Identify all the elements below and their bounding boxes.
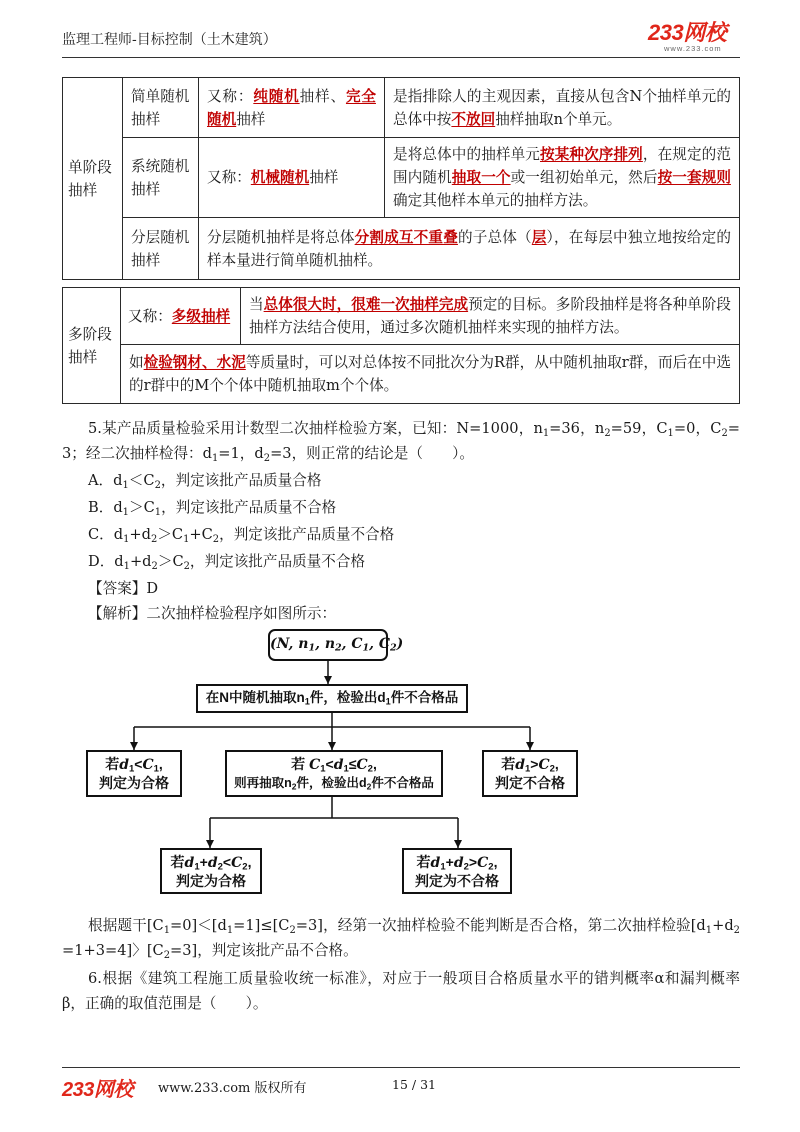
alias-cell: 又称：纯随机抽样、完全随机抽样	[199, 78, 385, 138]
flow-pass-first-box	[86, 750, 182, 797]
highlight-term: 多级抽样	[171, 307, 231, 325]
math-variable: C	[477, 855, 489, 871]
highlight-term: 检验钢材、水泥	[143, 354, 246, 371]
table-row	[63, 78, 740, 138]
flow-condition: 若$d_1+d_2<C_2$,	[170, 854, 252, 873]
flow-result: 判定为合格	[99, 775, 169, 791]
highlight-term: 分割成互不重叠	[354, 228, 458, 246]
subscript: 2	[367, 763, 373, 775]
subscript: 2	[163, 949, 170, 961]
subscript: 2	[335, 642, 342, 654]
subscript: 2	[212, 533, 220, 545]
subscript: 2	[366, 781, 372, 792]
subscript: 2	[721, 427, 728, 439]
subscript: 2	[604, 427, 611, 439]
subscript: 1	[183, 533, 190, 545]
flow-fail-first-box	[482, 750, 578, 797]
option-c: C．$d_1+d_2>C_1+C_2$，判定该批产品质量不合格	[88, 526, 395, 545]
highlight-term: 按某种次序排列	[539, 146, 643, 163]
option-b: B．$d_1>C_1$，判定该批产品质量不合格	[88, 499, 337, 518]
subscript: 1	[154, 506, 162, 518]
header-divider	[62, 57, 740, 58]
math-variable: d	[184, 855, 195, 871]
subscript: 2	[183, 560, 190, 572]
subscript: 2	[463, 861, 469, 873]
subscript: 1	[163, 924, 170, 936]
subscript: 2	[549, 763, 555, 775]
highlight-term: 机械随机	[250, 169, 310, 186]
highlight-term: 完全随机	[207, 87, 376, 128]
flow-action: 则再抽取$n_2$件，检验出$d_2$件不合格品	[234, 776, 434, 792]
document-title: 监理工程师-目标控制（土木建筑）	[62, 32, 277, 48]
page-number: 15 / 31	[392, 1077, 436, 1092]
answer-label: 【答案】D	[88, 580, 159, 597]
flow-result: 判定为合格	[176, 873, 246, 889]
subscript: 1	[362, 642, 370, 654]
footer-divider	[62, 1067, 740, 1068]
method-name-cell: 系统随机抽样	[123, 138, 199, 218]
method-name-cell: 分层随机抽样	[123, 218, 199, 280]
subscript: 2	[289, 924, 296, 936]
subscript: 1	[705, 924, 713, 936]
footer-brand-logo: 233网校	[62, 1079, 133, 1101]
analysis-intro: 【解析】二次抽样检验程序如图所示：	[88, 605, 337, 622]
single-stage-sampling-table	[62, 77, 740, 280]
flow-pass-second-box	[160, 848, 262, 894]
highlight-term: 总体很大时，很难一次抽样完成	[263, 296, 469, 313]
footer-copyright: www.233.com 版权所有	[158, 1081, 307, 1096]
highlight-term: 纯随机	[253, 87, 300, 105]
math-variable: C	[538, 757, 550, 773]
subscript: 2	[263, 452, 271, 464]
option-d: D．$d_1+d_2>C_2$，判定该批产品质量不合格	[88, 553, 366, 572]
flow-result: 判定为不合格	[415, 873, 499, 889]
description-cell: 是指排除人的主观因素，直接从包含N个抽样单元的总体中按不放回抽样抽取n个单元。	[385, 78, 740, 138]
flow-first-inspection-box: 在N中随机抽取$n_1$件，检验出$d_1$件不合格品	[196, 684, 468, 713]
subscript: 1	[128, 763, 135, 775]
group-label-cell: 单阶段抽样	[63, 78, 123, 280]
highlight-term: 不放回	[451, 110, 496, 128]
subscript: 1	[211, 452, 219, 464]
alias-cell: 又称：机械随机抽样	[199, 138, 385, 218]
flow-condition: 若$d_1>C_2$,	[501, 756, 559, 775]
math-variable: C	[231, 855, 243, 871]
subscript: 1	[122, 506, 129, 518]
math-variable: C	[309, 757, 321, 773]
example-cell: 如检验钢材、水泥等质量时，可以对总体按不同批次分为R群，从中随机抽取r群，而后在中选的r群中的M个个体中随机抽取m个个体。	[121, 345, 740, 404]
math-variable: d	[119, 757, 129, 773]
subscript: 2	[390, 642, 397, 654]
subscript: 1	[524, 763, 531, 775]
highlight-term: 按一套规则	[657, 169, 731, 186]
subscript: 1	[542, 427, 550, 439]
description-cell: 是将总体中的抽样单元按某种次序排列，在规定的范围内随机抽取一个或一组初始单元，然后按一套规则确定其他样本单元的抽样方法。	[385, 138, 740, 218]
alias-cell: 又称：多级抽样	[121, 288, 241, 345]
description-cell: 当总体很大时，很难一次抽样完成预定的目标。多阶段抽样是将各种单阶段抽样方法结合使用，通过多次随机抽样来实现的抽样方法。	[241, 288, 740, 345]
subscript: 2	[733, 924, 740, 936]
table-row	[63, 345, 740, 404]
multi-stage-sampling-table	[62, 287, 740, 404]
subscript: 1	[385, 696, 391, 707]
math-variable: d	[453, 855, 464, 871]
subscript: 2	[488, 861, 494, 873]
highlight-term: 抽取一个	[451, 169, 511, 186]
flow-condition: 若 $C_1<d_1\le C_2$,	[291, 756, 377, 775]
method-name-cell: 简单随机抽样	[123, 78, 199, 138]
table-row	[63, 218, 740, 280]
subscript: 1	[440, 861, 446, 873]
flow-condition: 若$d_1<C_1$,	[105, 756, 163, 775]
math-variable: d	[430, 855, 441, 871]
math-variable: C	[356, 757, 368, 773]
subscript: 1	[226, 924, 234, 936]
subscript: 1	[320, 763, 326, 775]
subscript: 2	[151, 560, 158, 572]
brand-logo: 233网校	[648, 20, 727, 45]
flow-fail-second-box	[402, 848, 512, 894]
subscript: 1	[122, 479, 129, 491]
description-cell: 分层随机抽样是将总体分割成互不重叠的子总体（层），在每层中独立地按给定的样本量进行简单随机抽样。	[199, 218, 740, 280]
brand-logo-url: www.233.com	[664, 44, 722, 53]
table-row	[63, 138, 740, 218]
math-variable: C	[142, 757, 154, 773]
subscript: 1	[153, 763, 159, 775]
subscript: 2	[242, 861, 248, 873]
table-row	[63, 288, 740, 345]
subscript: 1	[123, 560, 130, 572]
subscript: 2	[151, 533, 158, 545]
flow-start-box: (N, $n_1$, $n_2$, $C_1$, $C_2$)	[268, 629, 388, 661]
math-variable: d	[207, 855, 218, 871]
highlight-term: 层	[531, 228, 547, 246]
subscript: 2	[217, 861, 223, 873]
subscript: 2	[291, 781, 297, 792]
subscript: 2	[154, 479, 161, 491]
subscript: 1	[308, 642, 316, 654]
question-stem: 6.根据《建筑工程施工质量验收统一标准》，对应于一般项目合格质量水平的错判概率α和漏判概率β，正确的取值范围是（ ）。	[62, 970, 740, 1012]
analysis-explanation: 根据题干$[C_1=0]<[d_1=1]\le[C_2=3]$，经第一次抽样检验不能判断是否合格，第二次抽样检验$[d_1+d_2=1+3=4]$〉$[C_2=3]$，判定该批产品不合格。	[62, 917, 740, 961]
math-variable: d	[515, 757, 525, 773]
flow-result: 判定不合格	[495, 775, 565, 791]
subscript: 1	[667, 427, 674, 439]
subscript: 1	[123, 533, 130, 545]
subscript: 1	[343, 763, 349, 775]
subscript: 1	[194, 861, 200, 873]
group-label-cell: 多阶段抽样	[63, 288, 121, 404]
answer-options	[88, 467, 728, 575]
flow-condition: 若$d_1+d_2>C_2$,	[416, 854, 498, 873]
subscript: 1	[304, 696, 310, 707]
flow-second-sample-box	[225, 750, 443, 797]
option-a: A．$d_1<C_2$，判定该批产品质量合格	[88, 472, 322, 491]
question-stem: 5.某产品质量检验采用计数型二次抽样检验方案，已知：N=1000，$n_1=36$，$n_2=59$，$C_1=0$，$C_2=3$；经二次抽样检得：$d_1=1$，$d_2=3$，则正常的结论是（ ）。	[62, 420, 741, 464]
math-variable: d	[333, 757, 344, 773]
